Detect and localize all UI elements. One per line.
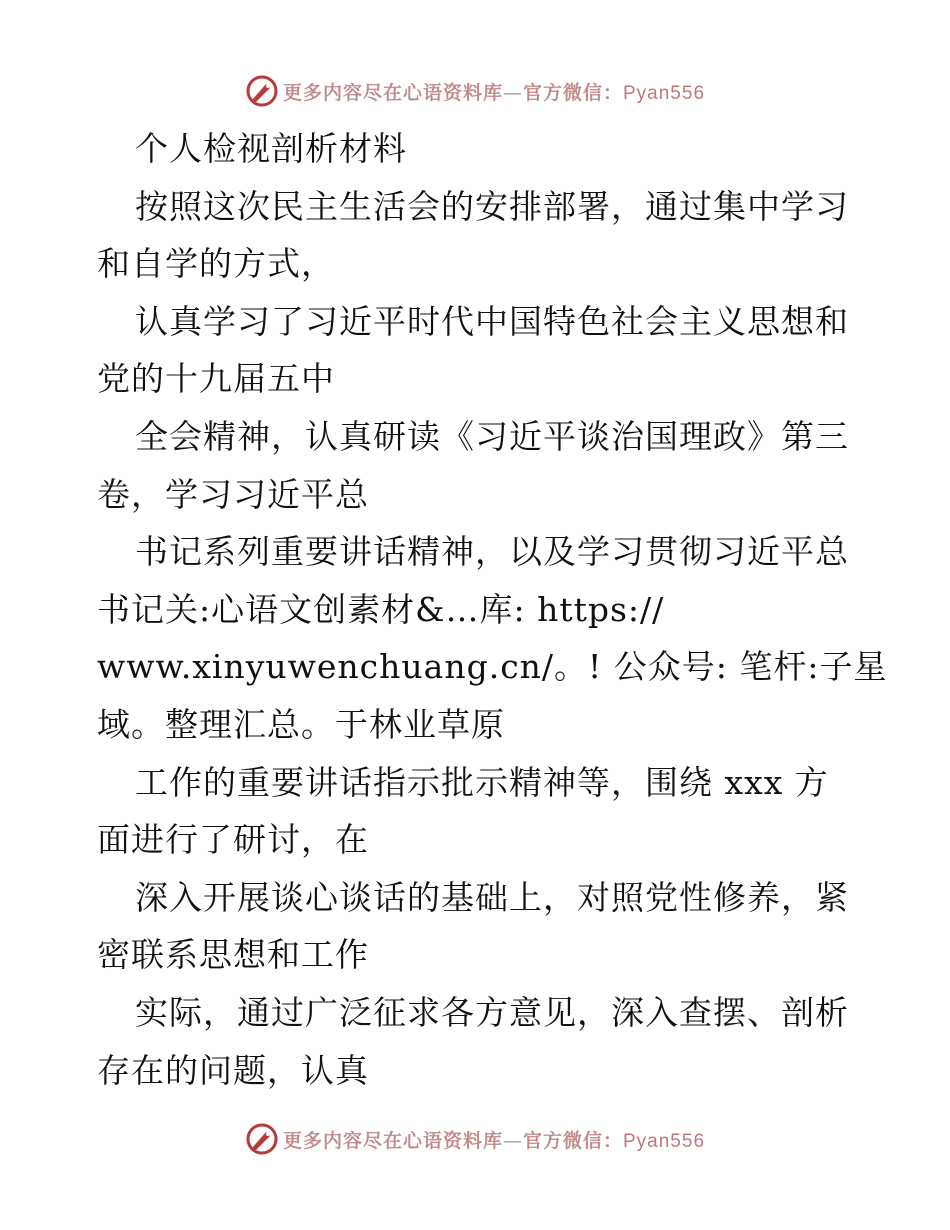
text-line: 工作的重要讲话指示批示精神等，围绕 xxx 方	[135, 762, 829, 802]
text-line: 书记关:心语文创素材&…库: https://	[97, 589, 665, 629]
header-watermark-banner	[0, 69, 950, 113]
banner-text: 更多内容尽在心语资料库—官方微信：Pyan556	[282, 1129, 706, 1152]
text-line: 卷，学习习近平总	[97, 474, 369, 514]
text-line: 认真学习了习近平时代中国特色社会主义思想和	[135, 301, 849, 341]
text-line: 深入开展谈心谈话的基础上，对照党性修养，紧	[135, 877, 849, 917]
text-line: 个人检视剖析材料	[135, 129, 407, 168]
text-line: 域。整理汇总。于林业草原	[97, 704, 505, 744]
text-line: 密联系思想和工作	[97, 935, 369, 975]
pen-logo-icon	[245, 1122, 279, 1156]
text-line: 实际，通过广泛征求各方意见，深入查摆、剖析	[135, 992, 849, 1032]
banner-text: 更多内容尽在心语资料库—官方微信：Pyan556	[282, 81, 706, 104]
footer-watermark-banner	[0, 1117, 950, 1161]
text-line: 和自学的方式，	[97, 244, 335, 284]
text-line: 按照这次民主生活会的安排部署，通过集中学习	[135, 186, 849, 226]
text-line: 全会精神，认真研读《习近平谈治国理政》第三	[135, 416, 849, 456]
document-body	[97, 120, 888, 1099]
pen-logo-icon	[245, 74, 279, 108]
text-line: 书记系列重要讲话精神，以及学习贯彻习近平总	[135, 532, 849, 572]
text-line: www.xinyuwenchuang.cn/。! 公众号: 笔杆:子星	[97, 647, 888, 687]
text-line: 面进行了研讨，在	[97, 820, 369, 860]
text-line: 存在的问题，认真	[97, 1050, 369, 1090]
text-line: 党的十九届五中	[97, 359, 335, 399]
